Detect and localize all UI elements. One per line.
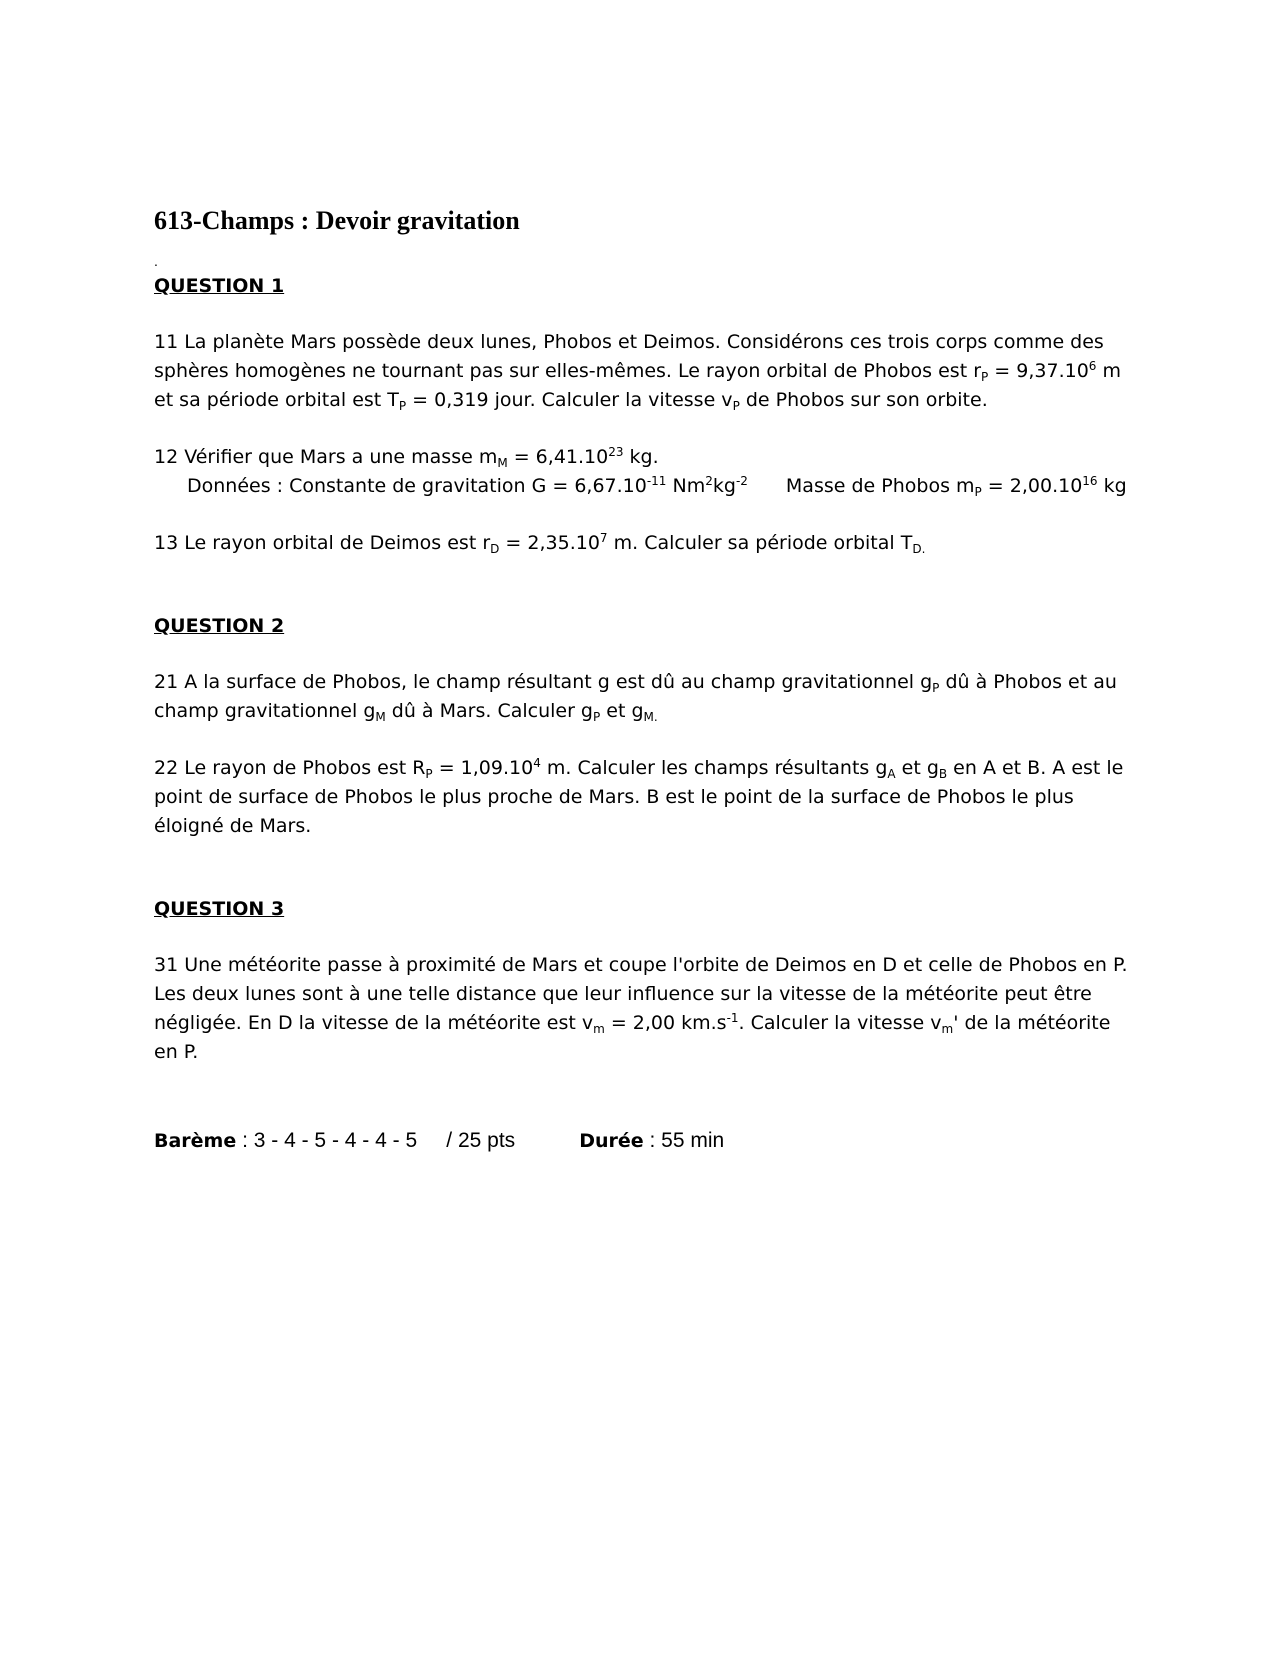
question-2-heading: QUESTION 2 bbox=[154, 615, 285, 637]
bareme-label: Barème bbox=[154, 1130, 237, 1152]
paragraph-12: 12 Vérifier que Mars a une masse $m_M = 6,41.10^{23}$ kg. bbox=[154, 445, 659, 470]
paragraph-12-data: Données : Constante de gravitation $G = 6,67.10^{-11}$ $Nm^2kg^{-2}$ Masse de Phobos $m_P = 2,00.10^{16}$ kg bbox=[187, 474, 1127, 499]
document-page bbox=[154, 204, 1130, 1156]
question-3-heading: QUESTION 3 bbox=[154, 898, 285, 920]
stray-dot: . bbox=[154, 253, 158, 269]
duree-value: : 55 min bbox=[643, 1129, 725, 1152]
duree-label: Durée bbox=[579, 1130, 644, 1152]
paragraph-13: 13 Le rayon orbital de Deimos est $r_D = 2,35.10^7$ m. Calculer sa période orbital $T_{D.}$ bbox=[154, 531, 926, 556]
document-title: 613-Champs : Devoir gravitation bbox=[154, 206, 520, 235]
paragraph-31: 31 Une météorite passe à proximité de Mars et coupe l'orbite de Deimos en D et celle de Phobos en P. Les deux lunes sont à une telle distance que leur influence sur la vitesse de la météorite peut être négligée. En D la vitesse de la météorite est $v_m = 2,00$ $km.s^{-1}$. Calculer la vitesse $v_m'$ de la météorite en P. bbox=[154, 954, 1128, 1063]
bareme-value: : 3 - 4 - 5 - 4 - 4 - 5 / 25 pts bbox=[236, 1129, 516, 1152]
paragraph-11: 11 La planète Mars possède deux lunes, Phobos et Deimos. Considérons ces trois corps comme des sphères homogènes ne tournant pas sur elles-mêmes. Le rayon orbital de Phobos est $r_P = 9,37.10^6$ m et sa période orbital est $T_P = 0,319$ jour. Calculer la vitesse $v_P$ de Phobos sur son orbite. bbox=[154, 331, 1121, 413]
paragraph-21: 21 A la surface de Phobos, le champ résultant g est dû au champ gravitationnel $g_P$ dû à Phobos et au champ gravitationnel $g_M$ dû à Mars. Calculer $g_P$ et $g_{M.}$ bbox=[154, 671, 1117, 724]
paragraph-22: 22 Le rayon de Phobos est $R_P = 1,09.10^4$ m. Calculer les champs résultants $g_A$ et $g_B$ en A et B. A est le point de surface de Phobos le plus proche de Mars. B est le point de la surface de Phobos le plus éloigné de Mars. bbox=[154, 756, 1124, 837]
question-1-heading: QUESTION 1 bbox=[154, 275, 285, 297]
grading-line bbox=[154, 1126, 1130, 1156]
